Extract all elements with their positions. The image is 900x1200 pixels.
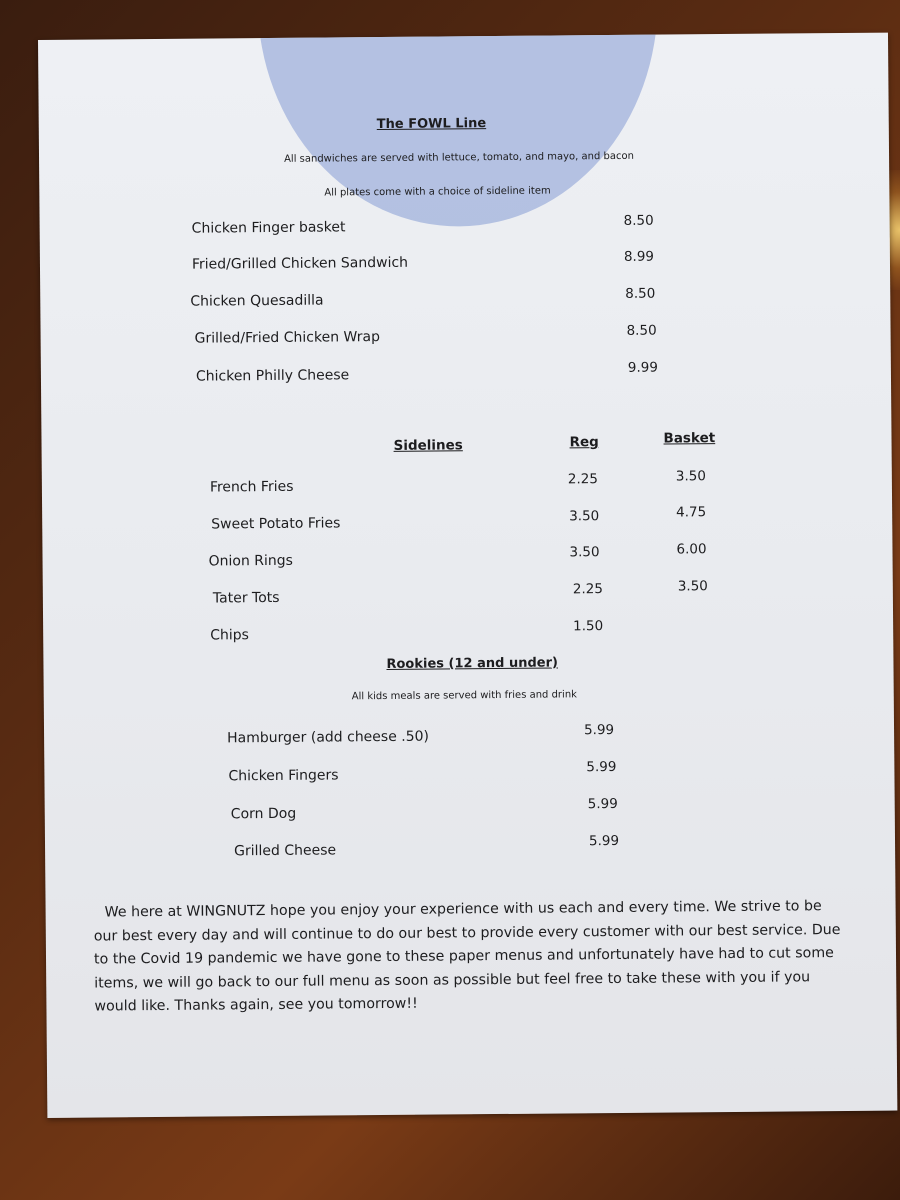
basket-column-header: Basket xyxy=(663,430,716,447)
sideline-basket-price: 6.00 xyxy=(676,541,707,558)
sideline-basket-price: 3.50 xyxy=(677,578,708,595)
sideline-reg-price: 3.50 xyxy=(569,544,600,561)
fowl-item-price: 9.99 xyxy=(627,359,659,376)
rookies-note: All kids meals are served with fries and drink xyxy=(351,689,577,703)
fowl-item-name: Chicken Finger basket xyxy=(191,219,346,237)
fowl-item-price: 8.99 xyxy=(623,248,655,265)
menu-paper xyxy=(38,33,897,1118)
rookie-item-price: 5.99 xyxy=(588,832,620,850)
fowl-note-sandwiches: All sandwiches are served with lettuce, tomato, and mayo, and bacon xyxy=(284,150,634,165)
fowl-item-price: 8.50 xyxy=(625,285,656,302)
sideline-reg-price: 1.50 xyxy=(573,618,604,635)
sideline-item-name: Chips xyxy=(210,627,249,644)
sideline-item-name: Onion Rings xyxy=(208,552,293,570)
reg-column-header: Reg xyxy=(569,434,599,451)
rookie-item-name: Grilled Cheese xyxy=(234,842,337,860)
sideline-item-name: Tater Tots xyxy=(212,589,280,607)
sideline-basket-price: 3.50 xyxy=(675,468,706,485)
fowl-item-name: Grilled/Fried Chicken Wrap xyxy=(194,329,381,347)
fowl-note-plates: All plates come with a choice of sideline item xyxy=(324,185,551,199)
sideline-reg-price: 2.25 xyxy=(572,581,603,598)
rookie-item-price: 5.99 xyxy=(587,795,618,813)
fowl-item-name: Fried/Grilled Chicken Sandwich xyxy=(191,254,409,273)
sideline-item-name: Sweet Potato Fries xyxy=(211,515,341,533)
fowl-title: The FOWL Line xyxy=(376,116,487,133)
sideline-item-name: French Fries xyxy=(209,478,294,496)
rookie-item-name: Chicken Fingers xyxy=(228,767,339,785)
footer-message: We here at WINGNUTZ hope you enjoy your experience with us each and every time. We strive to be our best every day and will continue to do our best to provide every customer with our best service. Due to the Covid 19 pandemic we have gone to these paper menus and unfortunately have had to cut some items, we will go back to our full menu as soon as possible but feel free to take these with you if you would like. Thanks again, see you tomorrow!! xyxy=(93,898,841,1015)
sideline-reg-price: 3.50 xyxy=(569,508,600,525)
fowl-item-price: 8.50 xyxy=(623,212,654,229)
rookie-item-name: Corn Dog xyxy=(230,805,297,823)
fowl-item-name: Chicken Quesadilla xyxy=(190,292,324,310)
rookies-title: Rookies (12 and under) xyxy=(386,655,558,672)
rookie-item-price: 5.99 xyxy=(586,758,617,776)
fowl-item-name: Chicken Philly Cheese xyxy=(195,367,350,385)
rookie-item-name: Hamburger (add cheese .50) xyxy=(227,728,430,747)
fowl-item-price: 8.50 xyxy=(626,322,657,339)
sidelines-title: Sidelines xyxy=(393,437,463,454)
sideline-reg-price: 2.25 xyxy=(567,471,598,488)
rookie-item-price: 5.99 xyxy=(583,721,615,739)
sideline-basket-price: 4.75 xyxy=(676,504,707,521)
